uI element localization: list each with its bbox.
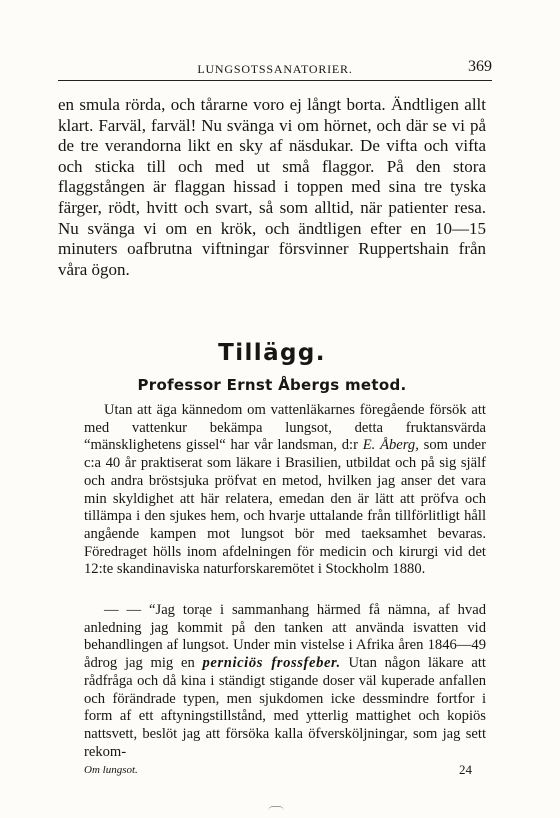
paragraph-1: [58, 95, 486, 280]
paragraph-3: [84, 602, 486, 761]
paragraph-2-rest: som under c:a 40 år praktiserat som läkare i Brasilien, utbildat och på sig själf och andra bröstsjuka pröfvat en metod, hvilken jag anser det vara min skyldighet att här relatera, emedan den är lätt att pröfva och tillämpa i den sjukes hem, och hvarje uttalande från tillförlitligt håll angående kampen mot lungsot bör med taeksamhet bevaras. Föredraget hölls inom afdelningen för medicin och kirurgi vid det 12:te skandinaviska naturforskaremötet i Stockholm 1880.: [84, 437, 486, 578]
paragraph-3-lead: — — “Jag torąe i sammanhang härmed få nämna, af hvad anledning jag kommit på den tanken att använda isvatten vid behandlingen af lungsot. Under min vistelse i Afrika åren 1846—49 ådrog jag mig en: [84, 602, 486, 672]
paragraph-2-lead: Utan att äga kännedom om vattenläkarnes föregående försök att med vattenkur bekämpa lungsot, detta fruktansvärda “mänsklighetens gissel“ har vår landsman, d:r: [84, 402, 486, 454]
paragraph-1-text: en smula rörda, och tårarne voro ej långt borta. Ändtligen allt klart. Farväl, farväl! Nu svänga vi om hörnet, och där se vi på de tre verandorna likt en sky af näsdukar. De vifta och vifta och sticka till och med ut små flaggor. På den stora flaggstången är flaggan hissad i toppen med sina tre tyska färger, rödt, hvitt och svart, så som alltid, när patienter resa. Nu svänga vi om en krök, och ändtligen efter en 10—15 minuters oafbrutna viftningar försvinner Ruppertshain från våra ögon.: [58, 95, 486, 279]
section-subheading: Professor Ernst Åbergs metod.: [137, 376, 407, 394]
signature-mark: Om lungsot.: [84, 764, 138, 776]
emphasized-term: perniciös frossfeber.: [202, 655, 341, 672]
paragraph-2: [84, 402, 486, 579]
page-number: 369: [468, 58, 492, 75]
section-heading: Tillägg.: [218, 340, 326, 366]
paragraph-3-text: [84, 602, 486, 761]
page-footer: [84, 762, 472, 782]
paragraph-3-rest: Utan någon läkare att rådfråga och då kina i ständigt stigande doser väl kuperade anfallen och förändrade typen, men sjukdomen icke dessmindre fortfor i form af ett aftyningstillstånd, med ytterlig mattighet och kopiös nattsvett, beslöt jag att försöka kalla öfversköljningar, som jag sett rekom-: [84, 655, 486, 760]
signature-number: 24: [459, 762, 472, 777]
paragraph-2-text: [84, 402, 486, 579]
running-title: LUNGSOTSSANATORIER.: [197, 62, 353, 76]
print-mark: [268, 806, 284, 811]
running-head: [58, 58, 492, 81]
person-name: E. Åberg,: [362, 437, 419, 454]
